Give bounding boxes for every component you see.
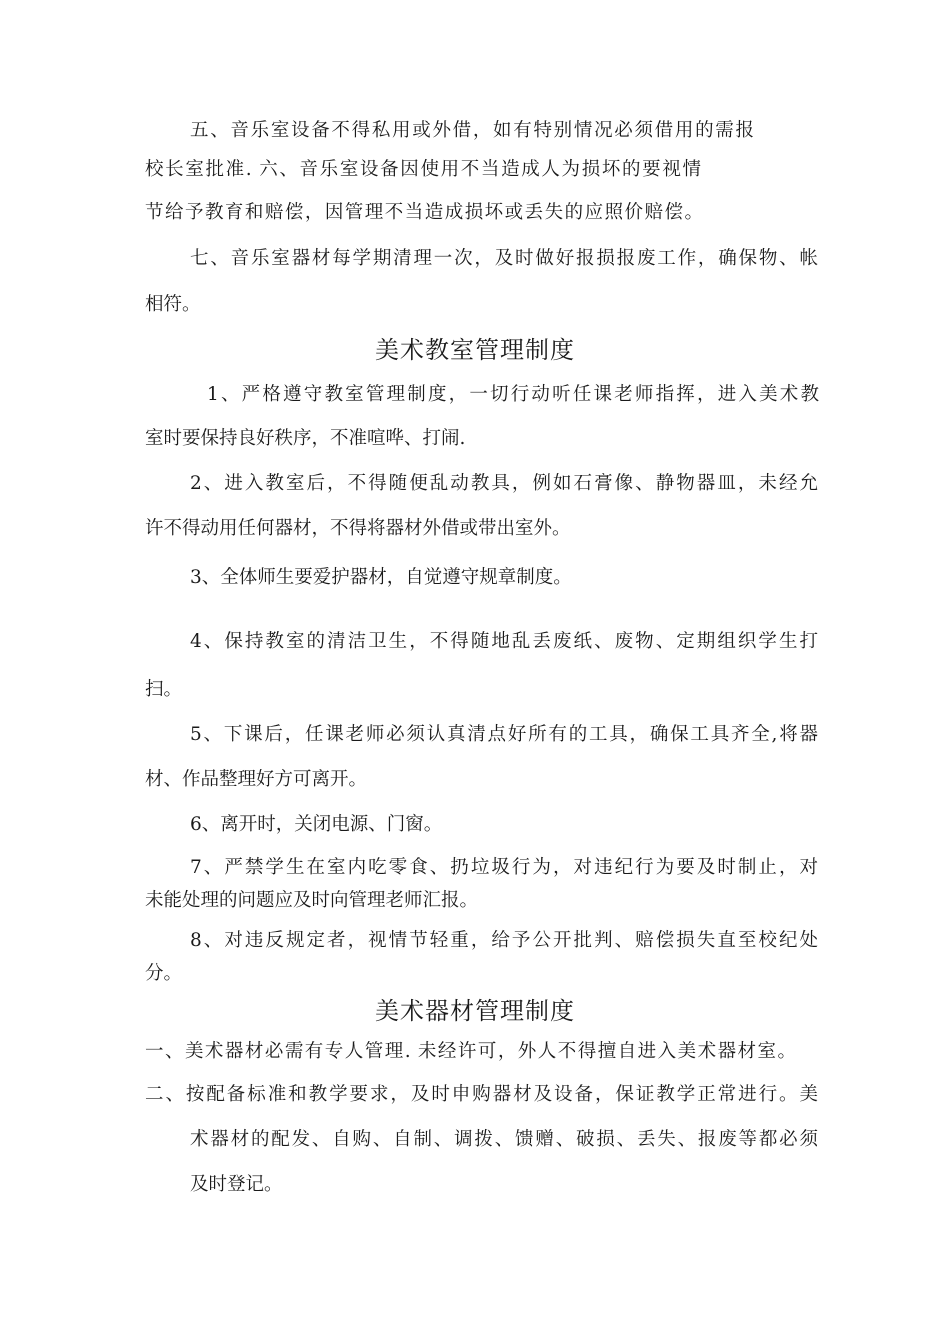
art-room-rule-4-line-1: 4、保持教室的清洁卫生，不得随地乱丢废纸、废物、定期组织学生打: [190, 631, 818, 652]
art-room-rule-5-line-1: 5、下课后，任课老师必须认真清点好所有的工具，确保工具齐全,将器: [190, 724, 818, 745]
art-equipment-rule-2-line-2: 术器材的配发、自购、自制、调拨、馈赠、破损、丢失、报废等都必须: [190, 1129, 818, 1150]
art-room-rule-5-line-2: 材、作品整理好方可离开。: [145, 769, 368, 790]
art-room-rule-3: 3、全体师生要爱护器材，自觉遵守规章制度。: [190, 567, 572, 588]
art-room-rule-7-line-2: 未能处理的问题应及时向管理老师汇报。: [145, 890, 479, 911]
art-room-rule-2-line-2: 许不得动用任何器材，不得将器材外借或带出室外。: [145, 518, 571, 539]
art-equipment-title: 美术器材管理制度: [375, 997, 575, 1025]
music-rule-6-line-2: 节给予教育和赔偿，因管理不当造成损坏或丢失的应照价赔偿。: [145, 202, 703, 223]
art-room-rule-6: 6、离开时，关闭电源、门窗。: [190, 814, 443, 835]
art-room-rule-4-line-2: 扫。: [145, 679, 183, 700]
art-room-rule-1-line-2: 室时要保持良好秩序，不准喧哗、打闹.: [145, 428, 466, 449]
art-equipment-rule-2-line-1: 二、按配备标准和教学要求，及时申购器材及设备，保证教学正常进行。美: [145, 1084, 818, 1105]
art-room-rule-1-line-1: 1、严格遵守教室管理制度，一切行动听任课老师指挥，进入美术教: [207, 384, 819, 405]
art-equipment-rule-1: 一、美术器材必需有专人管理. 未经许可，外人不得擅自进入美术器材室。: [145, 1041, 796, 1062]
art-room-rule-8-line-2: 分。: [145, 963, 183, 984]
music-rule-7-line-1: 七、音乐室器材每学期清理一次，及时做好报损报废工作，确保物、帐: [190, 248, 818, 269]
art-room-title: 美术教室管理制度: [375, 336, 575, 364]
music-rule-5-line-2: 校长室批准. 六、音乐室设备因使用不当造成人为损坏的要视情: [145, 159, 701, 180]
music-rule-5-line-1: 五、音乐室设备不得私用或外借，如有特别情况必须借用的需报: [190, 120, 754, 141]
art-room-rule-2-line-1: 2、进入教室后，不得随便乱动教具，例如石膏像、静物器皿，未经允: [190, 473, 818, 494]
music-rule-7-line-2: 相符。: [145, 294, 201, 315]
art-equipment-rule-2-line-3: 及时登记。: [190, 1174, 283, 1195]
art-room-rule-8-line-1: 8、对违反规定者，视情节轻重，给予公开批判、赔偿损失直至校纪处: [190, 930, 818, 951]
art-room-rule-7-line-1: 7、严禁学生在室内吃零食、扔垃圾行为，对违纪行为要及时制止，对: [190, 857, 818, 878]
